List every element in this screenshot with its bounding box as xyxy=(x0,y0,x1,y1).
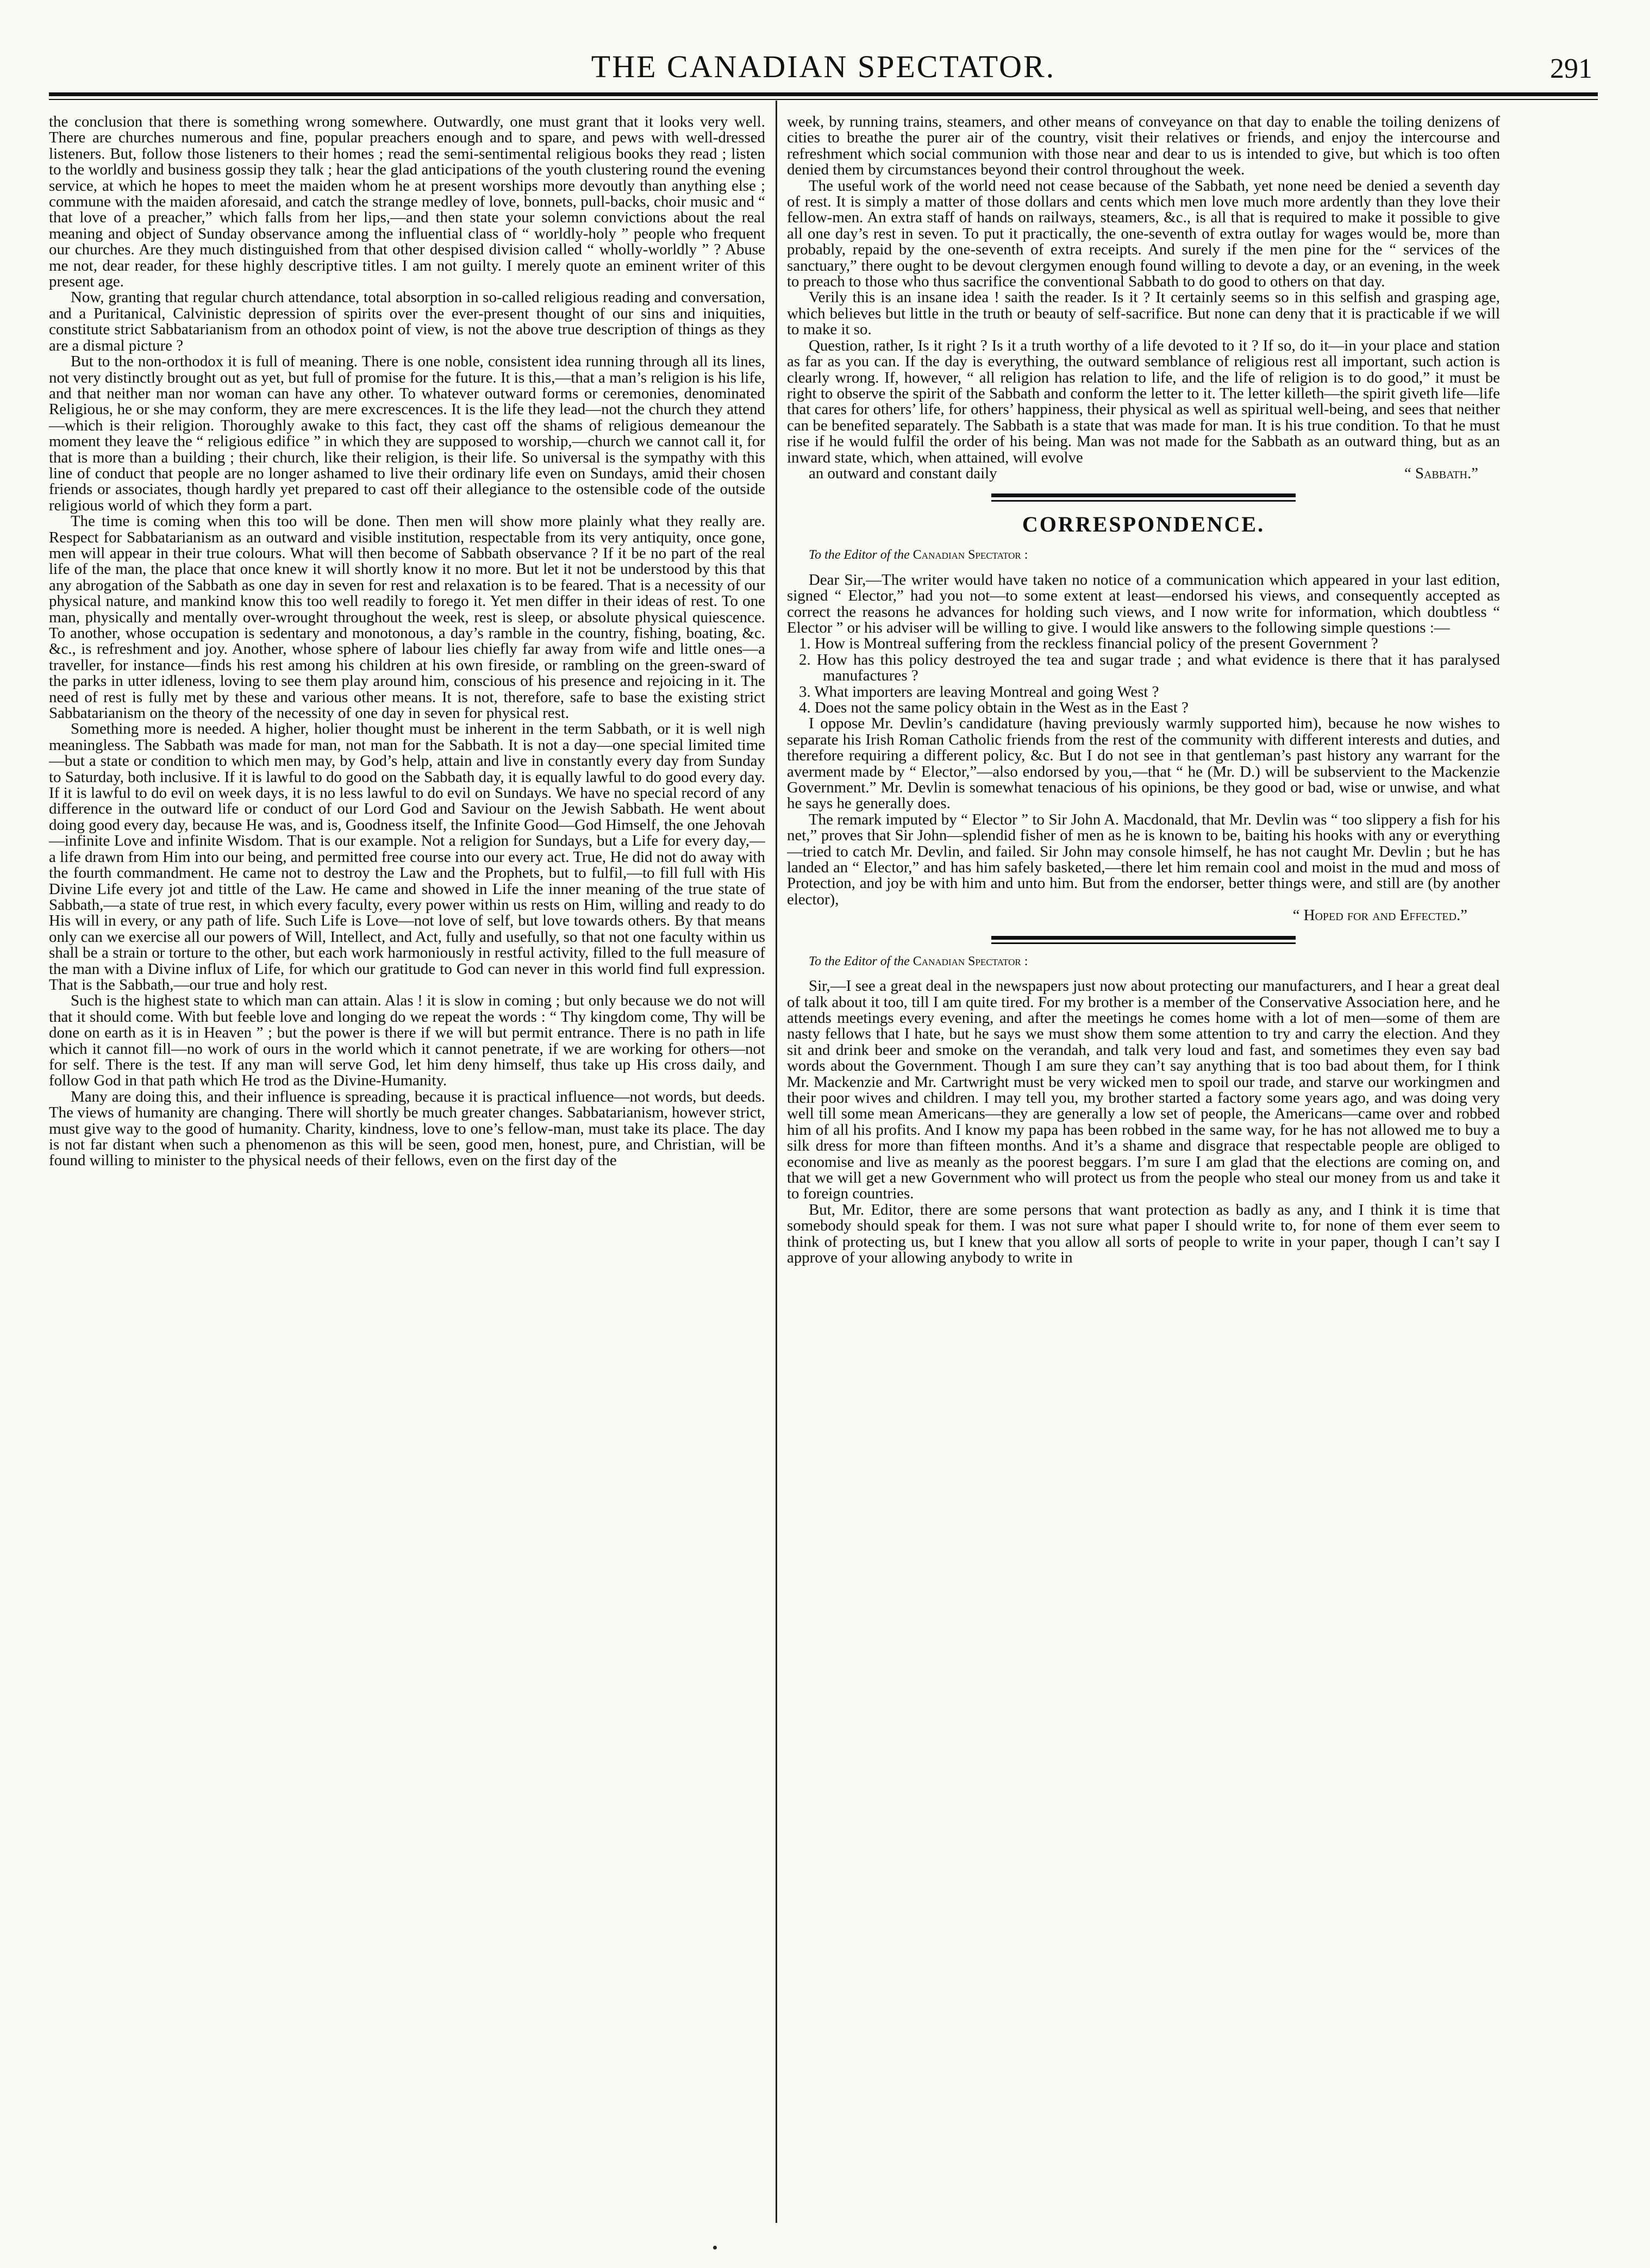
letter-paragraph: Sir,—I see a great deal in the newspapers just now about protecting our manufacturers, and I hear a great deal of talk about it too, till I am quite tired. For my brother is a member of the Conservative Association here, and he attends meetings every evening, and after the meetings he comes home with a lot of men—some of them are nasty fellows that I hate, but he says we must show them some attention to try and carry the election. And they sit and drink beer and smoke on the verandah, and talk very loud and fast, and sometimes they even say bad words about the Government. Though I am sure they can’t say anything that is too bad about them, for I think Mr. Mackenzie and Mr. Cartwright must be very wicked men to spoil our trade, and starve our workingmen and their poor wives and children. I may tell you, my brother started a factory some years ago, and was doing very well till some mean Americans—they are generally a low set of people, the Americans—came over and robbed him of all his profits. And I know my papa has been robbed in the same way, for he has not allowed me to buy a silk dress for more than fifteen months. And it’s a shame and disgrace that respectable people are obliged to economise and live as meanly as the poorest beggars. I’m sure I am glad that the elections are coming on, and that we will get a new Government who will protect us from the people who steal our money from us and take it to foreign countries. xyxy=(787,977,1500,1203)
letter-address xyxy=(787,547,1500,563)
letter-paragraph: The remark imputed by “ Elector ” to Sir John A. Macdonald, that Mr. Devlin was “ too slippery a fish for his net,” proves that Sir John—splendid fisher of men as he is known to be, baiting his hooks with any or everything—tried to catch Mr. Devlin, and failed. Sir John may console himself, he has not caught Mr. Devlin ; but he has landed an “ Elector,” and has him safely basketed,—there let him remain cool and moist in the mud and moss of Protection, and joy be with him and unto him. But from the endorser, better things were, and still are (by another elector), xyxy=(787,810,1500,908)
address-prefix: To the Editor of the xyxy=(809,954,910,969)
article-paragraph: week, by running trains, steamers, and other means of conveyance on that day to enable the toiling denizens of cities to breathe the purer air of the country, visit their relatives or friends, and enjoy the intercourse and refreshment which social communion with those near and dear to us is intended to give, but which is too often denied them by circumstances beyond their control throughout the week. xyxy=(787,114,1500,179)
left-column xyxy=(49,114,765,2223)
article-paragraph: Question, rather, Is it right ? Is it a truth worthy of a life devoted to it ? If so, do it—in your place and station as far as you can. If the day is everything, the outward semblance of religious rest all important, such action is clearly wrong. If, however, “ all religion has relation to life, and the life of religion is to do good,” it must be right to observe the spirit of the Sabbath and conform the letter to it. The letter killeth—the spirit giveth life—life that cares for others’ life, for others’ happiness, their physical as well as spiritual well-being, and sees that neither can be benefited separately. The Sabbath is a state that was made for man. It is his true condition. To that he must rise if he would fulfil the order of his being. Man was not made for the Sabbath as an outward thing, but as an inward state, which, when attained, will evolve xyxy=(787,336,1500,466)
masthead-title: THE CANADIAN SPECTATOR. xyxy=(591,49,1056,84)
article-signature: “ Sabbath.” xyxy=(1404,464,1478,482)
article-paragraph: Many are doing this, and their influence is spreading, because it is practical influence—not words, but deeds. The views of humanity are changing. There will shortly be much greater changes. Sabbatarianism, however strict, must give way to the good of humanity. Charity, kindness, love to one’s fellow-man, must take its place. The day is not far distant when such a phenomenon as this will be seen, good men, honest, pure, and Christian, will be found willing to minister to the physical needs of their fellows, even on the first day of the xyxy=(49,1088,765,1170)
letter-paragraph: I oppose Mr. Devlin’s candidature (having previously warmly supported him), because he now wishes to separate his Irish Roman Catholic friends from the rest of the community with different interests and duties, and therefore requiring a different policy, &c. But I do not see in that gentleman’s past history any warrant for the averment made by “ Elector,”—also endorsed by you,—that “ he (Mr. D.) will be subservient to the Mackenzie Government.” Mr. Devlin is somewhat tenacious of his opinions, be they good or bad, wise or unwise, and what he says he generally does. xyxy=(787,715,1500,813)
closing-text: an outward and constant daily xyxy=(809,464,997,482)
question-list xyxy=(787,636,1500,716)
question-item: 2. How has this policy destroyed the tea and sugar trade ; and what evidence is there that it has paralysed manufactures ? xyxy=(799,651,1500,685)
letter-signature: “ Hoped for and Effected.” xyxy=(1292,907,1467,924)
article-paragraph: The time is coming when this too will be done. Then men will show more plainly what they really are. Respect for Sabbatarianism as an outward and visible institution, respectable from its very antiquity, once gone, men will appear in their true colours. What will then become of Sabbath observance ? If it be no part of the real life of the man, the place that once knew it will shortly know it no more. But let it not be understood by this that any abrogation of the Sabbath as one day in seven for rest and relaxation is to be feared. That is a necessity of our physical nature, and mankind know this too well readily to forego it. Yet men differ in their ideas of rest. To one man, physically and mentally over-wrought throughout the week, rest is sleep, or absolute physical quiescence. To another, whose occupation is sedentary and monotonous, a day’s ramble in the country, fishing, boating, &c. &c., is refreshment and joy. Another, whose sphere of labour lies chiefly far away from wife and little ones—a traveller, for instance—finds his rest among his children at his own fireside, or rambling on the green-sward of the parks in utter idleness, loving to see them play around him, conscious of his presence and rejoicing in it. The need of rest is fully met by these and various other means. It is not, therefore, safe to base the existing strict Sabbatarianism on the theory of the necessity of one day in seven for physical rest. xyxy=(49,513,765,722)
right-column xyxy=(787,114,1500,2223)
section-separator xyxy=(991,493,1296,502)
article-closing-line xyxy=(787,466,1500,482)
column-divider xyxy=(776,101,777,2223)
section-separator xyxy=(991,936,1296,944)
question-item: 4. Does not the same policy obtain in the West as in the East ? xyxy=(799,699,1189,716)
article-paragraph: Such is the highest state to which man can attain. Alas ! it is slow in coming ; but only because we do not will that it should come. With but feeble love and longing do we repeat the words : “ Thy kingdom come, Thy will be done on earth as it is in Heaven ” ; but the power is there if we will but permit entrance. There is no path in life which it cannot fill—no work of ours in the world which it cannot penetrate, if we are working for others—not for self. There is the test. If any man will serve God, let him deny himself, thus take up His cross daily, and follow God in that path which He trod as the Divine-Humanity. xyxy=(49,992,765,1090)
article-paragraph: Now, granting that regular church attendance, total absorption in so-called religious reading and conversation, and a Puritanical, Calvinistic depression of spirits over the ever-present thought of our sins and iniquities, constitute strict Sabbatarianism from an othodox point of view, is not the above true description of things as they are a dismal picture ? xyxy=(49,289,765,354)
header-rule-thick xyxy=(49,92,1598,96)
letter-paragraph: But, Mr. Editor, there are some persons that want protection as badly as any, and I think it is time that somebody should speak for them. I was not sure what paper I should write to, for none of them ever seem to think of protecting us, but I knew that you allow all sorts of people to write in your paper, though I can’t say I approve of your allowing anybody to write in xyxy=(787,1201,1500,1266)
article-paragraph: the conclusion that there is something wrong somewhere. Outwardly, one must grant that it looks very well. There are churches numerous and fine, popular preachers enough and to spare, and pews with well-dressed listeners. But, follow those listeners to their homes ; read the semi-sentimental religious books they read ; listen to the worldly and business gossip they talk ; hear the glad anticipations of the youth clustering round the evening service, at which he hopes to meet the maiden whom he at present worships more devoutly than anything else ; commune with the maiden aforesaid, and catch the strange medley of love, bonnets, pull-backs, choir music and “ that love of a preacher,” which falls from her lips,—and then state your solemn convictions about the real meaning and object of Sunday observance among the influential class of “ worldly-holy ” people who frequent our churches. Are they much distinguished from that other despised division called “ wholly-worldly ” ? Abuse me not, dear reader, for these highly descriptive titles. I am not guilty. I merely quote an eminent writer of this present age. xyxy=(49,114,765,291)
correspondence-heading: CORRESPONDENCE. xyxy=(1022,512,1265,537)
header-rule-thin xyxy=(49,99,1598,100)
article-paragraph: Verily this is an insane idea ! saith the reader. Is it ? It certainly seems so in this selfish and grasping age, which believes but little in the truth or beauty of self-sacrifice. But none can deny that it is practicable if we will to make it so. xyxy=(787,289,1500,339)
letter-paragraph: Dear Sir,—The writer would have taken no notice of a communication which appeared in your last edition, signed “ Elector,” had you not—to some extent at least—endorsed his views, and consequently accepted as correct the reasons he advances for holding such views, and I now write for information, which doubtless “ Elector ” or his adviser will be willing to give. I would like answers to the following simple questions :— xyxy=(787,571,1500,636)
page-number: 291 xyxy=(1550,53,1592,84)
page-header xyxy=(49,48,1598,97)
article-paragraph: Something more is needed. A higher, holier thought must be inherent in the term Sabbath, or it is well nigh meaningless. The Sabbath was made for man, not man for the Sabbath. It is not a day—one special limited time—but a state or condition to which men may, by God’s help, attain and live in constantly every day from Sunday to Saturday, both inclusive. If it is lawful to do good on the Sabbath day, it is equally lawful to do good every day. If it is lawful to do evil on week days, it is no less lawful to do evil on Sundays. We have no special record of any difference in the outward life or conduct of our Lord God and Saviour on the Jewish Sabbath. He went about doing good every day, because He was, and is, Goodness itself, the Infinite Good—God Himself, the one Jehovah—infinite Love and infinite Wisdom. That is our example. Not a religion for Sundays, but a Life for every day,—a life drawn from Him into our being, and permitted free course into our every act. True, He did not do away with the fourth commandment. He came not to destroy the Law and the Prophets, but to fulfil,—to fill full with His Divine Life every jot and tittle of the Law. He came and showed in Life the inner meaning of the true state of Sabbath,—a state of true rest, in which every faculty, every power within us rests on Him, willing and ready to do His will in every, or any path of life. Such Life is Love—not love of self, but love towards others. By that means only can we exercise all our powers of Will, Intellect, and Act, fully and usefully, so that not one faculty within us shall be a strain or torture to the other, but each work harmoniously in restful activity, filled to the full measure of the man with a Divine influx of Life, for which our gratitude to God can never in this world find full expression. That is the Sabbath,—our true and holy rest. xyxy=(49,720,765,994)
article-paragraph: The useful work of the world need not cease because of the Sabbath, yet none need be denied a seventh day of rest. It is simply a matter of those dollars and cents which men love much more ardently than they love their fellow-men. An extra staff of hands on railways, steamers, &c., is all that is required to make it possible to give all one day’s rest in seven. To put it practically, the one-seventh of extra outlay for wages would be, more than probably, repaid by the one-seventh of extra receipts. And surely if the men pine for the “ services of the sanctuary,” there ought to be devout clergymen enough found willing to devote a day, or an evening, in the week to preach to those who thus sacrifice the conventional Sabbath to do good to others on that day. xyxy=(787,177,1500,291)
question-item: 1. How is Montreal suffering from the reckless financial policy of the present Government ? xyxy=(799,635,1378,653)
letter-address xyxy=(787,954,1500,970)
question-item: 3. What importers are leaving Montreal and going West ? xyxy=(799,683,1159,701)
address-paper: Canadian Spectator : xyxy=(912,954,1028,969)
article-paragraph: But to the non-orthodox it is full of meaning. There is one noble, consistent idea running through all its lines, not very distinctly brought out as yet, but full of promise for the future. It is this,—that a man’s religion is his life, and that neither man nor woman can have any other. To whatever outward forms or ceremonies, denominated Religious, he or she may conform, they are mere excrescences. It is the life they lead—not the church they attend—which is their religion. Thoroughly awake to this fact, they cast off the shams of religious demeanour the moment they leave the “ religious edifice ” in which they are supposed to worship,—church we cannot call it, for that is more than a building ; their church, like their religion, is their life. So universal is the sympathy with this line of conduct that people are no longer ashamed to live their ordinary life even on Sundays, amid their chosen friends or associates, though hardly yet prepared to cast off their allegiance to the ostensible code of the outside religious world of which they form a part. xyxy=(49,353,765,514)
page-ornament-dot xyxy=(713,2246,717,2250)
address-paper: Canadian Spectator : xyxy=(912,548,1028,563)
address-prefix: To the Editor of the xyxy=(809,548,910,563)
